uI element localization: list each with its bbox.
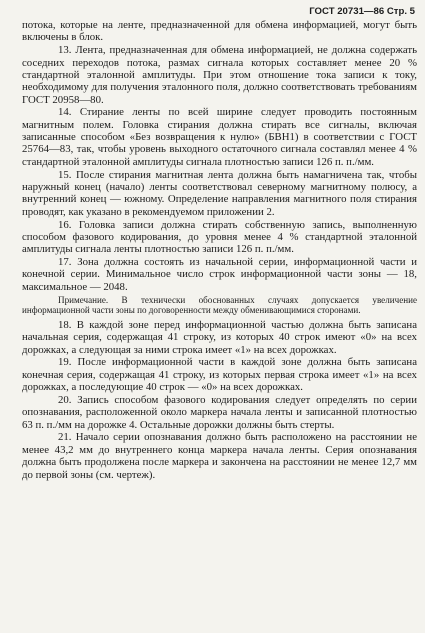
paragraph-15: 15. После стирания магнитная лента должна быть намагничена так, чтобы наружный конец (начало) ленты соответствовал северному магнитному полюсу, а внутренний конец — южному. Определение направления магнитного поля стирания проводят, как указано в рекомендуемом приложении 2. xyxy=(22,168,417,218)
note: Примечание. В технически обоснованных случаях допускается увеличение информационной части зоны по договоренности между обменивающимися сторонами. xyxy=(22,295,417,316)
paragraph-19: 19. После информационной части в каждой зоне должна быть записана конечная серия, содержащая 41 строку, из которых первая строка имеет «1» на всех дорожках, а последующие 40 строк — «0» на всех дорожках. xyxy=(22,356,417,394)
paragraph-18: 18. В каждой зоне перед информационной частью должна быть записана начальная серия, содержащая 41 строку, из которых 40 строк имеют «0» на всех дорожках, а следующая за ними строка имеет «1» на всех дорожках. xyxy=(22,318,417,356)
paragraph-16: 16. Головка записи должна стирать собственную запись, выполненную способом фазового кодирования, до уровня менее 4 % стандартной эталонной амплитуды сигнала ленты плотностью записи 126 п. п./мм. xyxy=(22,218,417,256)
paragraph-17: 17. Зона должна состоять из начальной серии, информационной части и конечной серии. Минимальное число строк информационной части зоны — 18, максимальное — 2048. xyxy=(22,256,417,293)
paragraph-20: 20. Запись способом фазового кодирования следует определять по серии опознавания, расположенной около маркера начала ленты и записанной плотностью 63 п. п./мм на дорожке 4. Остальные дорожки должны быть стерты. xyxy=(22,393,417,431)
document-page xyxy=(22,6,417,481)
paragraph-21: 21. Начало серии опознавания должно быть расположено на расстоянии не менее 43,2 мм до внутреннего конца маркера начала ленты. Серия опознавания должна быть продолжена после маркера и закончена на расстоянии не менее 12,7 мм до первой зоны (см. чертеж). xyxy=(22,431,417,481)
paragraph-13: 13. Лента, предназначенная для обмена информацией, не должна содержать соседних переходов потока, размах сигнала которых составляет менее 20 % стандартной эталонной амплитуды. При этом отношение тока записи к току, необходимому для получения эталонного поля, должно соответствовать требованиям ГОСТ 20958—80. xyxy=(22,44,417,106)
page-header: ГОСТ 20731—86 Стр. 5 xyxy=(309,6,415,17)
paragraph-continuation: потока, которые на ленте, предназначенной для обмена информацией, могут быть включены в блок. xyxy=(22,19,417,44)
paragraph-14: 14. Стирание ленты по всей ширине следует проводить постоянным магнитным полем. Головка стирания должна стирать все сигналы, включая записанные способом «Без возвращения к нулю» (БВН1) в соответствии с ГОСТ 25764—83, так, чтобы уровень выходного остаточного сигнала составлял менее 4 % стандартной эталонной амплитуды сигнала плотностью записи 126 п. п./мм. xyxy=(22,106,417,168)
